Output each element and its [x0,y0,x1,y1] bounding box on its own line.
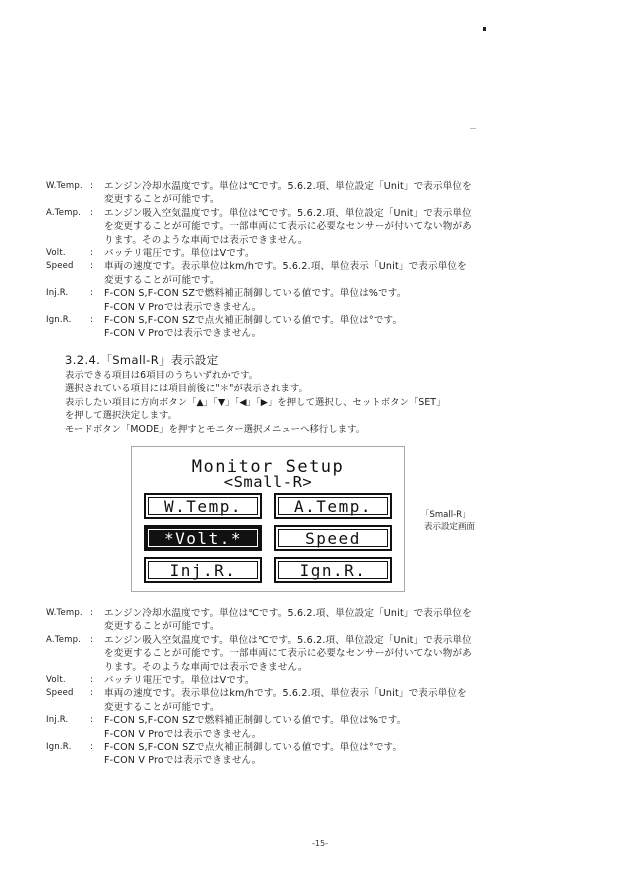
item-w-temp[interactable]: W.Temp. [144,493,262,519]
definition-row [46,260,472,287]
definition-line: F-CON S,F-CON SZで点火補正制御している値です。単位は°です。 [104,315,403,327]
definition-colon: : [90,715,94,726]
paragraph-line: 表示したい項目に方向ボタン「▲」「▼」「◀」「▶」を押して選択し、セットボタン「SET」 [65,396,446,408]
item-a-temp[interactable]: A.Temp. [274,493,392,519]
definition-line: F-CON S,F-CON SZで燃料補正制御している値です。単位は%です。 [104,715,407,727]
definition-term: W.Temp. [46,608,83,618]
definition-description [104,207,472,247]
definition-line: バッテリ電圧です。単位はVです。 [104,248,255,260]
stray-mark [483,27,486,31]
stray-mark-faint [470,128,476,129]
definition-description [104,180,472,207]
definition-row [46,741,472,768]
definition-line: F-CON V Proでは表示できません。 [104,728,262,740]
paragraph-line: モードボタン「MODE」を押すとモニター選択メニューへ移行します。 [65,423,366,435]
definition-colon: : [90,181,94,191]
definition-description [104,741,472,768]
definition-description [104,607,472,634]
definition-line: 車両の速度です。表示単位はkm/hです。5.6.2.項、単位表示「Unit」で表示単位を [104,688,467,700]
definition-line: 変更することが可能です。 [104,701,220,713]
definition-term: Ign.R. [46,315,72,326]
definition-line: エンジン冷却水温度です。単位は℃です。5.6.2.項、単位設定「Unit」で表示単位を [104,608,472,619]
definition-row [46,607,472,634]
definition-description [104,714,472,741]
definition-term: W.Temp. [46,181,83,191]
definition-line: エンジン吸入空気温度です。単位は℃です。5.6.2.項、単位設定「Unit」で表示単位 [104,207,472,219]
definition-term: Speed [46,261,74,272]
paragraph-line: を押して選択決定します。 [65,410,178,422]
definition-term: Volt. [46,675,66,686]
definition-line: を変更することが可能です。一部車両にて表示に必要なセンサーが付いてない物があ [104,648,472,660]
definition-line: を変更することが可能です。一部車両にて表示に必要なセンサーが付いてない物があ [104,221,472,233]
definition-colon: : [90,288,94,299]
definition-line: エンジン冷却水温度です。単位は℃です。5.6.2.項、単位設定「Unit」で表示単位を [104,181,472,192]
definition-colon: : [90,608,94,618]
definition-row [46,287,472,314]
definition-term: Speed [46,688,74,699]
definition-colon: : [90,261,94,272]
definition-line: F-CON V Proでは表示できません。 [104,301,262,313]
paragraph-line: 選択されている項目には項目前後に"＊"が表示されます。 [65,383,308,395]
definition-row [46,714,472,741]
definition-line: F-CON S,F-CON SZで燃料補正制御している値です。単位は%です。 [104,288,407,300]
definition-description [104,674,472,687]
definition-term: Ign.R. [46,742,72,753]
definition-description [104,687,472,714]
section-title: 3.2.4.「Small-R」表示設定 [65,353,219,367]
definition-term: Inj.R. [46,715,69,726]
definition-row [46,180,472,207]
definition-line: ります。そのような車両では表示できません。 [104,234,308,246]
definition-description [104,260,472,287]
screen-caption [421,509,475,533]
definition-row [46,634,472,674]
definition-colon: : [90,742,94,753]
definition-list-top [46,180,472,341]
definition-line: F-CON V Proでは表示できません。 [104,328,262,340]
definition-line: 変更することが可能です。 [104,274,220,286]
definition-colon: : [90,675,94,686]
caption-line: 表示設定画面 [424,522,476,532]
definition-colon: : [90,207,94,218]
definition-row [46,314,472,341]
definition-line: エンジン吸入空気温度です。単位は℃です。5.6.2.項、単位設定「Unit」で表示単位 [104,634,472,646]
definition-term: A.Temp. [46,634,82,645]
caption-line: 「Small-R」 [421,510,471,520]
definition-line: 変更することが可能です。 [104,621,220,633]
definition-line: ります。そのような車両では表示できません。 [104,661,308,673]
section-paragraph [65,369,446,436]
item-volt-selected[interactable]: *Volt.* [144,525,262,551]
definition-term: Inj.R. [46,288,69,299]
definition-term: A.Temp. [46,207,82,218]
definition-row [46,687,472,714]
definition-description [104,314,472,341]
definition-line: F-CON V Proでは表示できません。 [104,755,262,767]
definition-line: 車両の速度です。表示単位はkm/hです。5.6.2.項、単位表示「Unit」で表示単位を [104,261,467,273]
monitor-setup-screen [131,446,405,592]
definition-colon: : [90,315,94,326]
definition-line: バッテリ電圧です。単位はVです。 [104,675,255,687]
definition-description [104,634,472,674]
definition-description [104,287,472,314]
definition-colon: : [90,248,94,259]
definition-row [46,674,472,687]
item-inj-r[interactable]: Inj.R. [144,557,262,583]
definition-colon: : [90,688,94,699]
screen-subtitle: <Small-R> [223,473,313,491]
page-number: -15- [312,839,328,848]
definition-row [46,207,472,247]
definition-colon: : [90,634,94,645]
definition-list-bottom [46,607,472,768]
definition-line: F-CON S,F-CON SZで点火補正制御している値です。単位は°です。 [104,742,403,754]
definition-term: Volt. [46,248,66,259]
item-speed[interactable]: Speed [274,525,392,551]
screen-title: Monitor Setup [191,457,345,477]
definition-row [46,247,472,260]
definition-line: 変更することが可能です。 [104,194,220,206]
definition-description [104,247,472,260]
item-ign-r[interactable]: Ign.R. [274,557,392,583]
paragraph-line: 表示できる項目は6項目のうちいずれかです。 [65,370,259,381]
